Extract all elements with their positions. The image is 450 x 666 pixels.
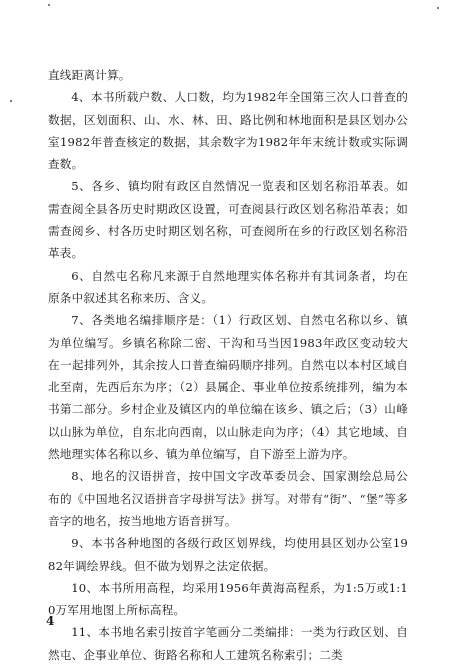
paragraph-item-8: 8、地名的汉语拼音，按中国文字改革委员会、国家测绘总局公布的《中国地名汉语拼音字母拼写法》拼写。对带有“街”、“堡”等多音字的地名，按当地地方语音拼写。 (48, 469, 408, 528)
paragraph-item-5: 5、各乡、镇均附有政区自然情况一览表和区划名称沿革表。如需查阅全县各历史时期政区设置，可查阅县行政区划名称沿革表；如需查阅乡、村各历史时期区划名称，可查阅所在乡的行政区划名称沿革表。 (48, 179, 408, 261)
scan-speck (10, 100, 12, 102)
scan-speck (48, 4, 50, 6)
paragraph-item-11: 11、本书地名索引按首字笔画分二类编排：一类为行政区划、自然屯、企事业单位、街路名称和人工建筑名称索引；二类 (48, 625, 408, 662)
paragraph-item-10: 10、本书所用高程，均采用1956年黄海高程系，为1:5万或1:10万军用地图上所标高程。 (48, 580, 408, 618)
scan-speck (437, 7, 439, 9)
paragraph-continuation: 直线距离计算。 (48, 68, 131, 82)
page-number: 4 (46, 614, 55, 628)
paragraph-item-6: 6、自然屯名称凡来源于自然地理实体名称并有其词条者，均在原条中叙述其名称来历、含义。 (48, 268, 408, 305)
paragraph-item-7: 7、各类地名编排顺序是：（1）行政区划、自然屯名称以乡、镇为单位编写。乡镇名称除二密、干沟和马当因1983年政区变动较大在一起排列外，其余按人口普查编码顺序排列。自然屯以本村区域自北至南，先西后东为序；（2）县属企、事业单位按系统排列，编为本书第二部分。乡村企业及镇区内的单位编在该乡、镇之后；（3）山峰以山脉为单位，自东北向西南，以山脉走向为序；（4）其它地域、自然地理实体名称以乡、镇为单位编写，自下游至上游为序。 (48, 313, 408, 462)
paragraph-item-9: 9、本书各种地图的各级行政区划界线，均使用县区划办公室1982年调绘界线。但不做为划界之法定依据。 (48, 536, 408, 573)
body-text (48, 64, 408, 666)
paragraph-item-4: 4、本书所载户数、人口数，均为1982年全国第三次人口普查的数据，区划面积、山、水、林、田、路比例和林地面积是县区划办公室1982年普查核定的数据，其余数字为1982年年末统计数或实际调查数。 (48, 90, 408, 172)
